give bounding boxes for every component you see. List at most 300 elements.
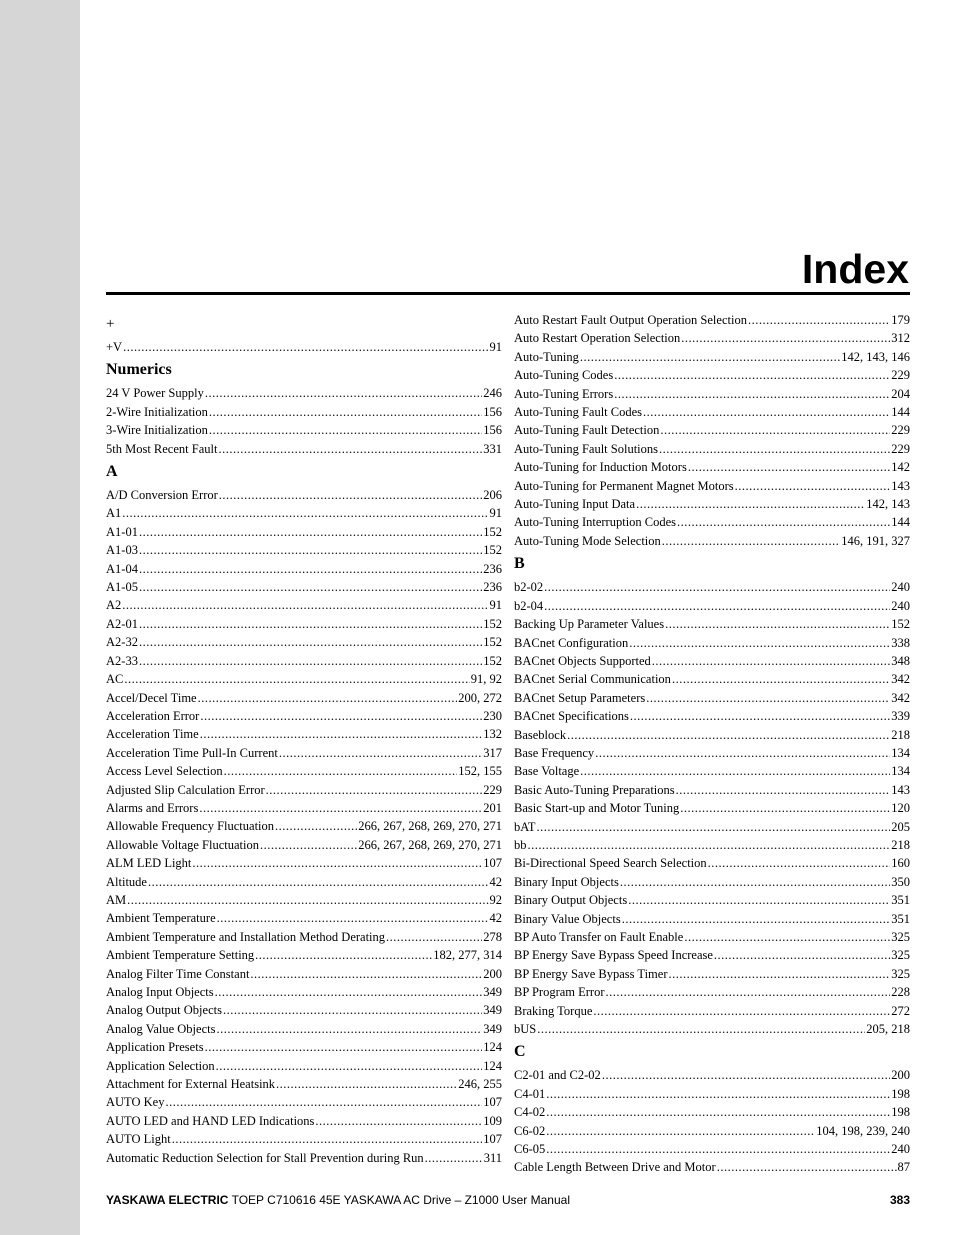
index-term: A2 [106,598,122,613]
index-entry [514,1158,910,1176]
index-term: Binary Output Objects [514,893,628,908]
index-term: b2-02 [514,580,544,595]
index-page-ref: 124 [483,1058,502,1073]
index-page-ref: 143 [891,478,910,493]
index-page-ref: 91, 92 [470,672,502,687]
index-term: Bi-Directional Speed Search Selection [514,856,707,871]
index-entry [514,477,910,495]
index-term: Acceleration Time [106,727,199,742]
dot-leader [255,946,432,964]
index-page-ref: 200 [483,966,502,981]
index-term: Application Selection [106,1058,215,1073]
index-term: BP Auto Transfer on Fault Enable [514,930,684,944]
index-entry [514,818,910,836]
dot-leader [139,560,482,578]
index-entry [514,965,910,983]
dot-leader [677,513,890,531]
index-term: C6-02 [514,1123,546,1138]
dot-leader [386,928,482,946]
index-term: C6-05 [514,1142,546,1157]
footer-document-title: TOEP C710616 45E YASKAWA AC Drive – Z1000 User Manual [231,1193,570,1207]
dot-leader [708,854,891,872]
index-term: A1-05 [106,580,138,595]
index-entry [514,781,910,799]
index-entry [106,744,502,762]
index-term: Acceleration Error [106,708,200,723]
index-entry [106,799,502,817]
index-term: Base Voltage [514,764,580,779]
index-entry [106,1149,502,1167]
index-term: C4-02 [514,1105,546,1120]
index-term: Analog Value Objects [106,1021,216,1036]
index-entry [514,597,910,615]
index-page-ref: 349 [483,1003,502,1018]
index-page-ref: 144 [891,515,910,530]
dot-leader [122,596,488,614]
index-entry [514,1002,910,1020]
index-page-ref: 205 [891,819,910,834]
dot-leader [425,1149,483,1167]
dot-leader [606,983,891,1001]
index-term: Cable Length Between Drive and Motor [514,1160,716,1175]
index-page-ref: 132 [483,727,502,742]
index-page-ref: 87 [897,1160,910,1175]
index-entry [106,1038,502,1056]
dot-leader [681,329,890,347]
index-page-ref: 229 [891,368,910,383]
index-term: C4-01 [514,1086,546,1101]
index-entry [514,946,910,964]
footer-brand: YASKAWA ELECTRIC [106,1193,229,1207]
index-term: A1-04 [106,561,138,576]
dot-leader [216,1020,482,1038]
index-page-ref: 339 [891,709,910,724]
index-term: Adjusted Slip Calculation Error [106,782,265,797]
index-term: BP Program Error [514,985,605,1000]
dot-leader [224,762,458,780]
index-entry [514,854,910,872]
index-term: Auto-Tuning Errors [514,386,614,401]
index-term: Auto-Tuning [514,349,579,364]
index-entry [106,652,502,670]
dot-leader [528,836,891,854]
index-term: Auto-Tuning Input Data [514,497,636,512]
dot-leader [643,403,890,421]
dot-leader [139,541,482,559]
dot-leader [614,366,890,384]
index-page-ref: 236 [483,561,502,576]
index-term: BACnet Objects Supported [514,653,651,668]
dot-leader [546,1103,890,1121]
index-term: Auto-Tuning Interruption Codes [514,515,677,530]
index-page-ref: 179 [891,313,910,327]
index-term: Auto-Tuning for Induction Motors [514,460,687,475]
index-entry [106,440,502,458]
dot-leader [216,1057,483,1075]
dot-leader [659,440,890,458]
index-entry [106,725,502,743]
dot-leader [205,384,482,402]
index-page-ref: 152 [483,543,502,558]
index-entry [106,421,502,439]
index-term: BP Energy Save Bypass Speed Increase [514,948,713,963]
index-term: Application Presets [106,1040,204,1055]
index-entry [106,873,502,891]
index-page-ref: 311 [483,1150,502,1165]
index-entry [514,578,910,596]
index-entry [514,615,910,633]
index-term: AUTO Light [106,1132,171,1147]
index-page-ref: 272 [891,1003,910,1018]
index-term: Binary Value Objects [514,911,621,926]
index-page-ref: 156 [483,404,502,419]
index-term: BACnet Setup Parameters [514,690,646,705]
index-page-ref: 348 [891,653,910,668]
index-page-ref: 349 [483,1021,502,1036]
index-entry [106,596,502,614]
index-page-ref: 312 [891,331,910,346]
index-term: Base Frequency [514,745,595,760]
dot-leader [628,891,890,909]
dot-leader [676,781,891,799]
page-number: 383 [889,1193,910,1207]
index-page-ref: 325 [891,966,910,981]
dot-leader [165,1093,482,1111]
section-heading: Numerics [106,361,172,379]
dot-leader [546,1122,815,1140]
index-entry [106,854,502,872]
index-page-ref: 91 [489,598,502,613]
index-term: A2-01 [106,616,138,631]
index-page-ref: 109 [483,1113,502,1128]
index-term: A1-03 [106,543,138,558]
dot-leader [546,1085,890,1103]
index-page-ref: 342 [891,672,910,687]
index-page-ref: 182, 277, 314 [433,948,502,963]
index-term: BACnet Specifications [514,709,629,724]
index-entry [514,634,910,652]
index-page-ref: 204 [891,386,910,401]
index-page-ref: 200, 272 [458,690,502,705]
dot-leader [124,670,469,688]
index-term: b2-04 [514,598,544,613]
index-term: 5th Most Recent Fault [106,441,218,456]
index-page-ref: 351 [891,893,910,908]
dot-leader [279,744,482,762]
index-term: Ambient Temperature Setting [106,948,255,963]
dot-leader [192,854,482,872]
index-column-left [106,310,502,1167]
index-page-ref: 351 [891,911,910,926]
index-page-ref: 42 [489,911,502,926]
index-page-ref: 198 [891,1105,910,1120]
dot-leader [602,1066,890,1084]
index-page-ref: 146, 191, 327 [841,533,910,548]
index-entry [106,670,502,688]
dot-leader [260,836,357,854]
index-page-ref: 152 [891,617,910,632]
dot-leader [672,670,890,688]
index-term: Ambient Temperature and Installation Method Derating [106,929,386,944]
index-page-ref: 134 [891,745,910,760]
index-entry [106,909,502,927]
dot-leader [139,652,482,670]
index-entry [514,348,910,366]
index-term: Altitude [106,874,147,889]
section-heading: C [514,1043,526,1061]
index-entry [514,910,910,928]
dot-leader [537,1020,865,1038]
dot-leader [217,909,489,927]
dot-leader [652,652,890,670]
index-entry [106,384,502,402]
index-page-ref: 91 [489,506,502,521]
index-term: A/D Conversion Error [106,488,218,503]
index-page-ref: 266, 267, 268, 269, 270, 271 [358,837,502,852]
page-footer [106,1193,910,1207]
dot-leader [250,965,482,983]
index-page-ref: 229 [891,441,910,456]
index-entry [106,965,502,983]
index-term: 24 V Power Supply [106,386,204,401]
dot-leader [544,578,890,596]
dot-leader [660,421,890,439]
index-page-ref: 240 [891,598,910,613]
index-page-ref: 278 [483,929,502,944]
dot-leader [620,873,890,891]
index-page-ref: 218 [891,837,910,852]
dot-leader [139,633,482,651]
index-page-ref: 246, 255 [458,1077,502,1092]
index-entry [514,1085,910,1103]
dot-leader [315,1112,482,1130]
dot-leader [198,689,458,707]
page-margin-stripe [0,0,80,1235]
index-entry [106,1130,502,1148]
index-page-ref: 317 [483,745,502,760]
index-term: Baseblock [514,727,567,742]
index-term: Auto-Tuning Codes [514,368,614,383]
index-term: Allowable Frequency Fluctuation [106,819,275,834]
dot-leader [580,762,890,780]
index-term: Auto-Tuning for Permanent Magnet Motors [514,478,734,493]
dot-leader [275,817,357,835]
index-entry [514,744,910,762]
index-page-ref: 156 [483,423,502,438]
dot-leader [544,597,890,615]
index-entry [514,928,910,946]
index-page-ref: 152 [483,635,502,650]
index-entry [514,1020,910,1038]
index-page-ref: 120 [891,801,910,816]
index-entry [106,707,502,725]
index-entry [514,891,910,909]
index-entry [106,403,502,421]
index-entry [106,1112,502,1130]
dot-leader [714,946,890,964]
index-entry [514,329,910,347]
index-entry [106,523,502,541]
index-entry [106,541,502,559]
dot-leader [717,1158,897,1176]
dot-leader [223,1001,482,1019]
dot-leader [148,873,489,891]
index-entry [106,1075,502,1093]
index-page-ref: 266, 267, 268, 269, 270, 271 [358,819,502,834]
dot-leader [122,504,488,522]
index-entry [106,983,502,1001]
index-term: +V [106,340,123,354]
index-column-right [514,311,910,1177]
dot-leader [546,1140,890,1158]
index-entry [106,578,502,596]
index-entry [514,707,910,725]
dot-leader [748,311,890,329]
dot-leader [593,1002,890,1020]
dot-leader [646,689,890,707]
dot-leader [684,928,890,946]
dot-leader [266,781,483,799]
index-page-ref: 134 [891,764,910,779]
index-entry [514,366,910,384]
index-term: bAT [514,819,536,834]
index-term: A2-32 [106,635,138,650]
title-rule [106,292,910,295]
index-page-ref: 143 [891,782,910,797]
dot-leader [662,532,840,550]
index-page-ref: 144 [891,405,910,420]
index-entry [514,532,910,550]
index-term: A1-01 [106,524,138,539]
index-page-ref: 42 [489,874,502,889]
index-page-ref: 107 [483,856,502,871]
index-term: Ambient Temperature [106,911,216,926]
dot-leader [200,707,482,725]
section-heading: B [514,555,525,573]
index-entry [514,421,910,439]
index-page-ref: 230 [483,708,502,723]
index-entry [106,504,502,522]
dot-leader [218,440,482,458]
index-entry [106,891,502,909]
dot-leader [537,818,891,836]
index-entry [514,311,910,329]
index-term: C2-01 and C2-02 [514,1068,601,1083]
dot-leader [219,486,482,504]
index-term: Analog Output Objects [106,1003,222,1018]
index-entry [106,781,502,799]
index-page-ref: 152, 155 [458,764,502,779]
index-page-ref: 350 [891,874,910,889]
index-term: Analog Input Objects [106,985,214,999]
index-entry [106,1057,502,1075]
index-entry [514,836,910,854]
index-term: Auto-Tuning Fault Codes [514,405,643,420]
dot-leader [567,726,890,744]
dot-leader [630,707,890,725]
index-term: Alarms and Errors [106,800,199,815]
index-entry [514,762,910,780]
index-page-ref: 240 [891,580,910,595]
dot-leader [199,799,482,817]
index-term: Auto Restart Operation Selection [514,331,681,346]
index-term: A2-33 [106,653,138,668]
index-entry [514,1103,910,1121]
index-term: Access Level Selection [106,764,223,779]
index-page-ref: 201 [483,800,502,815]
index-term: A1 [106,506,122,521]
index-entry [106,1093,502,1111]
index-term: Analog Filter Time Constant [106,966,250,981]
dot-leader [139,615,482,633]
dot-leader [614,385,890,403]
dot-leader [580,348,840,366]
index-page-ref: 331 [483,441,502,456]
index-term: Auto Restart Fault Output Operation Selection [514,313,747,327]
index-entry [514,670,910,688]
index-entry [106,338,502,356]
index-term: Acceleration Time Pull-In Current [106,745,278,760]
index-term: AM [106,892,127,907]
dot-leader [209,403,482,421]
index-term: bb [514,837,527,852]
index-entry [514,873,910,891]
index-term: Accel/Decel Time [106,690,197,705]
index-page-ref: 236 [483,580,502,595]
index-term: BACnet Serial Communication [514,672,671,687]
index-page-ref: 325 [891,930,910,944]
index-page-ref: 338 [891,635,910,650]
index-page-ref: 142 [891,460,910,475]
index-entry [514,983,910,1001]
dot-leader [680,799,890,817]
index-term: BP Energy Save Bypass Timer [514,966,668,981]
index-term: Attachment for External Heatsink [106,1077,276,1092]
index-page-ref: 325 [891,948,910,963]
index-entry [106,689,502,707]
index-entry [106,928,502,946]
dot-leader [209,421,482,439]
index-page-ref: 152 [483,653,502,668]
dot-leader [276,1075,457,1093]
dot-leader [688,458,890,476]
dot-leader [622,910,891,928]
section-heading: + [106,316,115,332]
dot-leader [139,578,482,596]
index-term: Basic Auto-Tuning Preparations [514,782,675,797]
index-page-ref: 104, 198, 239, 240 [816,1123,910,1138]
index-term: Automatic Reduction Selection for Stall Prevention during Run [106,1150,424,1165]
index-term: AC [106,672,124,687]
dot-leader [629,634,890,652]
index-entry [514,513,910,531]
index-entry [106,615,502,633]
index-entry [514,458,910,476]
index-page-ref: 142, 143, 146 [841,349,910,364]
index-page-ref: 142, 143 [866,497,910,512]
dot-leader [665,615,890,633]
index-entry [514,689,910,707]
index-term: AUTO LED and HAND LED Indications [106,1113,315,1128]
index-entry [514,440,910,458]
index-page-ref: 152 [483,524,502,539]
index-page-ref: 342 [891,690,910,705]
index-term: BACnet Configuration [514,635,629,650]
dot-leader [139,523,482,541]
index-page-ref: 349 [483,985,502,999]
index-page-ref: 107 [483,1132,502,1147]
index-page-ref: 240 [891,1142,910,1157]
